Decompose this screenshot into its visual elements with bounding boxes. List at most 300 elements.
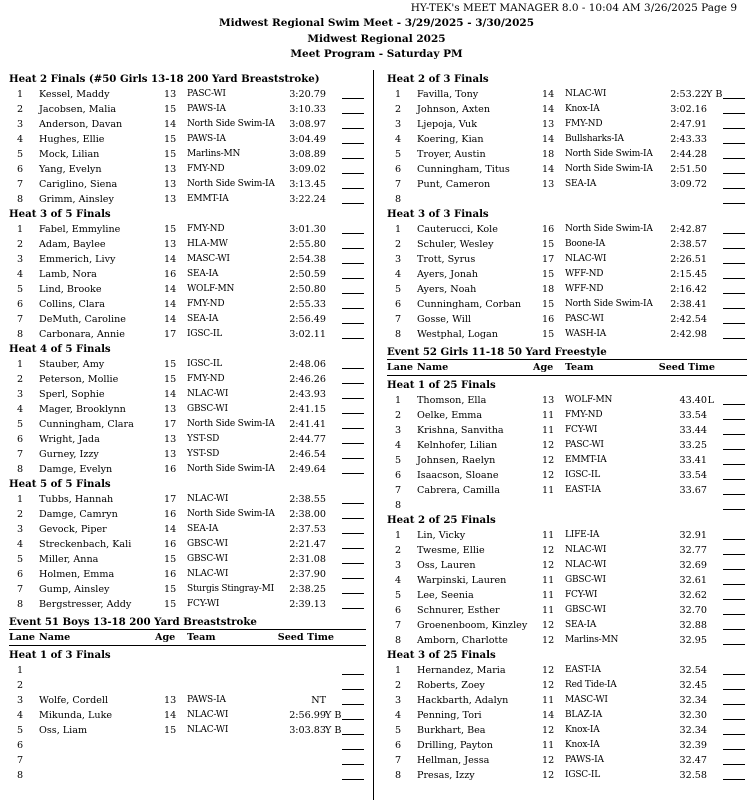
- lane-number: 7: [16, 179, 24, 190]
- swimmer-row: [9, 708, 366, 723]
- swimmer-age: 11: [542, 575, 555, 586]
- team-name: WFF-ND: [565, 284, 604, 294]
- swimmer-age: 12: [542, 635, 555, 646]
- team-name: PASC-WI: [187, 89, 226, 99]
- swimmer-name: Hackbarth, Adalyn: [417, 695, 509, 706]
- result-blank-line: [723, 419, 745, 420]
- lane-number: 5: [16, 554, 24, 565]
- team-name: NLAC-WI: [187, 569, 229, 579]
- seed-time: 2:55.33: [289, 299, 326, 310]
- result-blank-line: [342, 428, 364, 429]
- swimmer-row: [387, 588, 747, 603]
- swimmer-age: 17: [164, 419, 177, 430]
- team-name: North Side Swim-IA: [565, 164, 653, 174]
- swimmer-age: 16: [164, 269, 177, 280]
- swimmer-age: 11: [542, 425, 555, 436]
- lane-number: 4: [16, 134, 24, 145]
- result-blank-line: [723, 509, 745, 510]
- result-blank-line: [723, 308, 745, 309]
- result-blank-line: [723, 479, 745, 480]
- team-name: GBSC-WI: [565, 605, 606, 615]
- swimmer-row: [387, 117, 747, 132]
- swimmer-age: 15: [542, 329, 555, 340]
- team-name: GBSC-WI: [187, 539, 228, 549]
- swimmer-row: [387, 453, 747, 468]
- swimmer-age: 15: [164, 134, 177, 145]
- seed-time: 2:49.64: [289, 464, 326, 475]
- result-blank-line: [342, 719, 364, 720]
- result-blank-line: [342, 413, 364, 414]
- result-blank-line: [723, 98, 745, 99]
- seed-time: 3:20.79: [289, 89, 326, 100]
- swimmer-name: Hughes, Ellie: [39, 134, 105, 145]
- seed-time: 2:38.41: [670, 299, 707, 310]
- result-blank-line: [723, 434, 745, 435]
- result-blank-line: [342, 383, 364, 384]
- team-name: YST-SD: [187, 434, 220, 444]
- swimmer-row: [9, 567, 366, 582]
- swimmer-name: Gurney, Izzy: [39, 449, 99, 460]
- swimmer-row: [387, 327, 747, 342]
- swimmer-row: [9, 117, 366, 132]
- seed-flag: Y B: [325, 725, 342, 736]
- swimmer-row: [387, 237, 747, 252]
- swimmer-row: [9, 177, 366, 192]
- heat-heading: Heat 2 of 3 Finals: [387, 73, 489, 85]
- seed-flag: Y B: [706, 89, 723, 100]
- seed-time: 2:54.38: [289, 254, 326, 265]
- swimmer-name: Oss, Lauren: [417, 560, 476, 571]
- seed-time: 2:43.93: [289, 389, 326, 400]
- swimmer-age: 13: [542, 179, 555, 190]
- swimmer-age: 15: [542, 239, 555, 250]
- meet-title: Midwest Regional Swim Meet - 3/29/2025 - 3/30/2025: [218, 17, 535, 29]
- seed-time: 32.54: [679, 665, 707, 676]
- result-blank-line: [342, 293, 364, 294]
- result-blank-line: [342, 248, 364, 249]
- swimmer-row: [387, 147, 747, 162]
- result-blank-line: [342, 473, 364, 474]
- swimmer-age: 13: [164, 239, 177, 250]
- result-blank-line: [342, 128, 364, 129]
- column-divider: [373, 70, 374, 800]
- lane-number: 6: [394, 164, 402, 175]
- team-name: Knox-IA: [565, 104, 600, 114]
- seed-time: 2:46.54: [289, 449, 326, 460]
- seed-time: 2:56.99: [289, 710, 326, 721]
- swimmer-name: Emmerich, Livy: [39, 254, 116, 265]
- swimmer-age: 12: [542, 545, 555, 556]
- swimmer-age: 15: [164, 224, 177, 235]
- lane-number: 2: [394, 410, 402, 421]
- swimmer-name: Twesme, Ellie: [417, 545, 485, 556]
- lane-number: 7: [394, 314, 402, 325]
- swimmer-name: Cunningham, Titus: [417, 164, 510, 175]
- swimmer-row: [9, 387, 366, 402]
- team-name: North Side Swim-IA: [187, 419, 275, 429]
- swimmer-row: [387, 753, 747, 768]
- team-name: NLAC-WI: [565, 545, 607, 555]
- lane-number: 8: [16, 194, 24, 205]
- lane-number: 1: [16, 494, 24, 505]
- swimmer-row: [9, 432, 366, 447]
- lane-number: 5: [394, 149, 402, 160]
- swimmer-name: Warpinski, Lauren: [417, 575, 507, 586]
- swimmer-name: Lind, Brooke: [39, 284, 102, 295]
- swimmer-age: 12: [542, 440, 555, 451]
- lane-number: 1: [16, 89, 24, 100]
- swimmer-row: [387, 663, 747, 678]
- lane-number: 2: [16, 509, 24, 520]
- result-blank-line: [342, 368, 364, 369]
- lane-number: 2: [394, 104, 402, 115]
- lane-number: 7: [16, 584, 24, 595]
- seed-time: 2:21.47: [289, 539, 326, 550]
- team-name: SEA-IA: [187, 269, 219, 279]
- result-blank-line: [723, 323, 745, 324]
- seed-time: 32.62: [679, 590, 707, 601]
- team-name: NLAC-WI: [187, 725, 229, 735]
- seed-time: 32.39: [679, 740, 707, 751]
- lane-number: 3: [394, 695, 402, 706]
- result-blank-line: [723, 644, 745, 645]
- lane-number: 4: [394, 134, 402, 145]
- lane-number: 4: [394, 710, 402, 721]
- swimmer-name: Ljepoja, Vuk: [417, 119, 478, 130]
- swimmer-name: Oelke, Emma: [417, 410, 483, 421]
- lane-number: 8: [16, 464, 24, 475]
- swimmer-row: [9, 663, 366, 678]
- event-heading: Event 52 Girls 11-18 50 Yard Freestyle: [387, 346, 607, 358]
- lane-number: 1: [394, 530, 402, 541]
- lane-number: 5: [16, 419, 24, 430]
- swimmer-row: [9, 447, 366, 462]
- swimmer-age: 15: [542, 299, 555, 310]
- team-name: WASH-IA: [565, 329, 607, 339]
- swimmer-age: 16: [164, 569, 177, 580]
- swimmer-name: Krishna, Sanvitha: [417, 425, 504, 436]
- result-blank-line: [723, 734, 745, 735]
- result-blank-line: [723, 719, 745, 720]
- swimmer-age: 12: [542, 455, 555, 466]
- seed-time: 2:44.28: [670, 149, 707, 160]
- swimmer-name: Johnsen, Raelyn: [417, 455, 496, 466]
- seed-time: 2:41.15: [289, 404, 326, 415]
- team-name: North Side Swim-IA: [187, 509, 275, 519]
- lane-number: 5: [16, 149, 24, 160]
- swimmer-row: [9, 597, 366, 612]
- result-blank-line: [723, 539, 745, 540]
- team-name: WOLF-MN: [565, 395, 613, 405]
- result-blank-line: [723, 584, 745, 585]
- swimmer-row: [387, 603, 747, 618]
- swimmer-age: 13: [164, 194, 177, 205]
- result-blank-line: [723, 449, 745, 450]
- lane-number: 5: [394, 455, 402, 466]
- seed-time: 3:01.30: [289, 224, 326, 235]
- team-name: WOLF-MN: [187, 284, 235, 294]
- swimmer-age: 14: [164, 389, 177, 400]
- swimmer-age: 18: [542, 284, 555, 295]
- team-name: Sturgis Stingray-MI: [187, 584, 274, 594]
- swimmer-name: Schnurer, Esther: [417, 605, 500, 616]
- swimmer-name: Troyer, Austin: [417, 149, 486, 160]
- team-name: North Side Swim-IA: [565, 299, 653, 309]
- swimmer-row: [387, 408, 747, 423]
- seed-time: 3:02.11: [289, 329, 326, 340]
- seed-time: 3:02.16: [670, 104, 707, 115]
- seed-time-header: Seed Time: [277, 632, 334, 643]
- seed-time: 2:51.50: [670, 164, 707, 175]
- swimmer-row: [387, 252, 747, 267]
- swimmer-row: [387, 738, 747, 753]
- swimmer-name: Cunningham, Corban: [417, 299, 522, 310]
- swimmer-name: Oss, Liam: [39, 725, 88, 736]
- result-blank-line: [342, 188, 364, 189]
- swimmer-age: 14: [542, 134, 555, 145]
- swimmer-age: 14: [542, 89, 555, 100]
- seed-time: 2:37.53: [289, 524, 326, 535]
- team-name: Marlins-MN: [187, 149, 241, 159]
- seed-time: 2:26.51: [670, 254, 707, 265]
- swimmer-name: Wolfe, Cordell: [39, 695, 109, 706]
- swimmer-row: [9, 492, 366, 507]
- seed-time: 43.40: [679, 395, 707, 406]
- swimmer-row: [387, 192, 747, 207]
- team-name: EMMT-IA: [565, 455, 607, 465]
- swimmer-name: Cabrera, Camilla: [417, 485, 500, 496]
- swimmer-row: [387, 558, 747, 573]
- team-name: NLAC-WI: [187, 710, 229, 720]
- seed-time: 2:42.54: [670, 314, 707, 325]
- result-blank-line: [723, 764, 745, 765]
- swimmer-name: Johnson, Axten: [417, 104, 491, 115]
- lane-number: 8: [394, 635, 402, 646]
- swimmer-name: Bergstresser, Addy: [39, 599, 132, 610]
- lane-number: 8: [394, 194, 402, 205]
- team-name: FCY-WI: [565, 425, 598, 435]
- swimmer-name: Mager, Brooklynn: [39, 404, 126, 415]
- result-blank-line: [342, 278, 364, 279]
- lane-number: 1: [16, 665, 24, 676]
- swimmer-name: Favilla, Tony: [417, 89, 479, 100]
- result-blank-line: [723, 599, 745, 600]
- swimmer-row: [9, 417, 366, 432]
- team-name: Knox-IA: [565, 725, 600, 735]
- swimmer-row: [9, 462, 366, 477]
- swimmer-name: Damge, Camryn: [39, 509, 118, 520]
- lane-number: 8: [394, 329, 402, 340]
- lane-number: 3: [394, 560, 402, 571]
- heat-heading: Heat 3 of 3 Finals: [387, 208, 489, 220]
- swimmer-age: 14: [164, 119, 177, 130]
- result-blank-line: [723, 614, 745, 615]
- team-name: NLAC-WI: [187, 389, 229, 399]
- seed-time: 2:38.25: [289, 584, 326, 595]
- swimmer-row: [9, 693, 366, 708]
- swimmer-row: [9, 282, 366, 297]
- result-blank-line: [723, 464, 745, 465]
- swimmer-name: Anderson, Davan: [39, 119, 123, 130]
- team-name: FMY-ND: [187, 224, 225, 234]
- lane-number: 1: [394, 395, 402, 406]
- lane-number: 7: [394, 485, 402, 496]
- swimmer-age: 17: [542, 254, 555, 265]
- lane-number: 4: [16, 404, 24, 415]
- team-name: North Side Swim-IA: [565, 149, 653, 159]
- lane-number: 6: [16, 434, 24, 445]
- lane-number: 4: [16, 710, 24, 721]
- swimmer-name: Drilling, Payton: [417, 740, 493, 751]
- seed-time: 32.47: [679, 755, 707, 766]
- team-name: Red Tide-IA: [565, 680, 617, 690]
- team-name: SEA-IA: [565, 620, 597, 630]
- lane-number: 8: [16, 599, 24, 610]
- swimmer-row: [387, 132, 747, 147]
- lane-number: 1: [394, 224, 402, 235]
- lane-number: 6: [394, 740, 402, 751]
- lane-number: 2: [16, 104, 24, 115]
- swimmer-age: 13: [164, 404, 177, 415]
- seed-time: 3:22.24: [289, 194, 326, 205]
- swimmer-age: 13: [164, 164, 177, 175]
- lane-number: 8: [394, 770, 402, 781]
- swimmer-row: [387, 528, 747, 543]
- swimmer-name: Hernandez, Maria: [417, 665, 506, 676]
- team-name: HLA-MW: [187, 239, 228, 249]
- lane-number: 1: [394, 665, 402, 676]
- result-blank-line: [342, 674, 364, 675]
- seed-time: 2:16.42: [670, 284, 707, 295]
- team-name: NLAC-WI: [565, 89, 607, 99]
- lane-number: 5: [394, 284, 402, 295]
- lane-number: 4: [16, 539, 24, 550]
- seed-time: 2:50.80: [289, 284, 326, 295]
- swimmer-age: 11: [542, 740, 555, 751]
- meet-subtitle: Midwest Regional 2025: [307, 33, 446, 45]
- seed-flag: Y B: [325, 710, 342, 721]
- seed-time: 32.77: [679, 545, 707, 556]
- seed-time: 3:08.89: [289, 149, 326, 160]
- swimmer-name: Gosse, Will: [417, 314, 471, 325]
- swimmer-name: Adam, Baylee: [39, 239, 106, 250]
- heat-heading: Heat 1 of 3 Finals: [9, 649, 111, 661]
- swimmer-name: Mock, Lilian: [39, 149, 100, 160]
- swimmer-age: 14: [542, 164, 555, 175]
- swimmer-row: [387, 723, 747, 738]
- seed-time: 2:42.98: [670, 329, 707, 340]
- seed-time: 33.54: [679, 470, 707, 481]
- swimmer-row: [9, 402, 366, 417]
- lane-number: 3: [16, 389, 24, 400]
- swimmer-age: 11: [542, 485, 555, 496]
- result-blank-line: [723, 338, 745, 339]
- swimmer-age: 15: [164, 725, 177, 736]
- team-name: MASC-WI: [187, 254, 230, 264]
- team-name: LIFE-IA: [565, 530, 600, 540]
- team-name: BLAZ-IA: [565, 710, 603, 720]
- result-blank-line: [723, 779, 745, 780]
- result-blank-line: [342, 608, 364, 609]
- result-blank-line: [723, 188, 745, 189]
- swimmer-name: Ayers, Noah: [417, 284, 477, 295]
- swimmer-age: 15: [164, 554, 177, 565]
- team-name: NLAC-WI: [187, 494, 229, 504]
- swimmer-row: [387, 498, 747, 513]
- team-name: PAWS-IA: [187, 104, 226, 114]
- team-name: Marlins-MN: [565, 635, 619, 645]
- swimmer-age: 15: [542, 269, 555, 280]
- team-name: SEA-IA: [565, 179, 597, 189]
- result-blank-line: [342, 338, 364, 339]
- swimmer-row: [9, 87, 366, 102]
- heat-heading: Heat 4 of 5 Finals: [9, 343, 111, 355]
- column-header-row: [9, 629, 366, 646]
- lane-number: 6: [394, 470, 402, 481]
- swimmer-name: Penning, Tori: [417, 710, 482, 721]
- right-column: [387, 72, 747, 783]
- result-blank-line: [342, 308, 364, 309]
- swimmer-row: [9, 552, 366, 567]
- swimmer-row: [387, 87, 747, 102]
- swimmer-age: 14: [164, 299, 177, 310]
- result-blank-line: [723, 203, 745, 204]
- result-blank-line: [342, 173, 364, 174]
- result-blank-line: [342, 704, 364, 705]
- lane-number: 5: [16, 284, 24, 295]
- seed-time: 3:04.49: [289, 134, 326, 145]
- team-name: FMY-ND: [187, 299, 225, 309]
- swimmer-age: 12: [542, 665, 555, 676]
- swimmer-name: Yang, Evelyn: [39, 164, 102, 175]
- lane-number: 6: [16, 164, 24, 175]
- lane-number: 3: [16, 524, 24, 535]
- swimmer-row: [9, 738, 366, 753]
- seed-time: 2:31.08: [289, 554, 326, 565]
- swimmer-row: [9, 222, 366, 237]
- lane-number: 2: [394, 545, 402, 556]
- swimmer-name: Hellman, Jessa: [417, 755, 490, 766]
- result-blank-line: [723, 494, 745, 495]
- team-name: North Side Swim-IA: [565, 224, 653, 234]
- swimmer-name: Thomson, Ella: [417, 395, 487, 406]
- result-blank-line: [342, 98, 364, 99]
- seed-time: 2:42.87: [670, 224, 707, 235]
- lane-header: Lane: [9, 632, 36, 643]
- lane-number: 5: [394, 725, 402, 736]
- team-name: FMY-ND: [565, 119, 603, 129]
- swimmer-name: Jacobsen, Malia: [39, 104, 117, 115]
- result-blank-line: [342, 578, 364, 579]
- lane-number: 5: [16, 725, 24, 736]
- swimmer-age: 12: [542, 680, 555, 691]
- seed-time: 2:38.55: [289, 494, 326, 505]
- swimmer-row: [387, 483, 747, 498]
- seed-time: 32.95: [679, 635, 707, 646]
- swimmer-age: 13: [164, 89, 177, 100]
- result-blank-line: [723, 263, 745, 264]
- lane-number: 6: [394, 605, 402, 616]
- lane-number: 3: [16, 119, 24, 130]
- swimmer-row: [9, 723, 366, 738]
- swimmer-row: [9, 147, 366, 162]
- team-name: Knox-IA: [565, 740, 600, 750]
- team-name: PAWS-IA: [565, 755, 604, 765]
- heat-heading: Heat 2 Finals (#50 Girls 13-18 200 Yard Breaststroke): [9, 73, 320, 85]
- result-blank-line: [723, 173, 745, 174]
- result-blank-line: [342, 158, 364, 159]
- lane-number: 7: [16, 755, 24, 766]
